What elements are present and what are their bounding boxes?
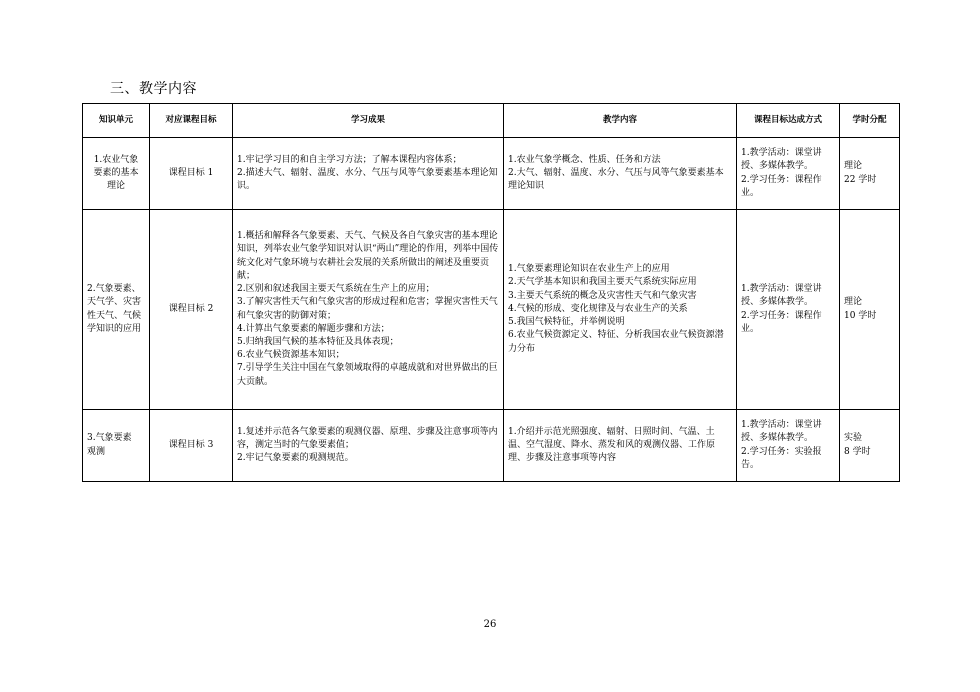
- table-header-row: [83, 104, 900, 138]
- hours-type: 理论: [844, 161, 863, 172]
- header-method: 课程目标达成方式: [737, 104, 840, 138]
- header-hours: 学时分配: [840, 104, 900, 138]
- teaching-cell: [504, 210, 737, 410]
- teaching-item: 2.大气、辐射、温度、水分、气压与风等气象要素基本理论知识: [508, 167, 724, 192]
- outcome-item: 1.复述并示范各气象要素的观测仪器、原理、步骤及注意事项等内容，测定当时的气象要素值；: [237, 426, 498, 450]
- teaching-item: 1.介绍并示范光照强度、辐射、日照时间、气温、土温、空气湿度、降水、蒸发和风的观测仪器、工作原理、步骤及注意事项等内容: [508, 426, 716, 464]
- teaching-item: 4.气候的形成、变化规律及与农业生产的关系: [508, 303, 688, 314]
- teaching-item: 6.农业气候资源定义、特征、分析我国农业气候资源潜力分布: [508, 330, 724, 354]
- unit-cell: [83, 138, 150, 210]
- hours-cell: [840, 210, 900, 410]
- teaching-item: 2.天气学基本知识和我国主要天气系统实际应用: [508, 277, 697, 288]
- teaching-item: 1.气象要素理论知识在农业生产上的应用: [508, 264, 670, 275]
- method-item: 2.学习任务：课程作业。: [741, 174, 822, 198]
- goal-cell: 课程目标 1: [150, 138, 233, 210]
- method-item: 1.教学活动：课堂讲授、多媒体教学。: [741, 148, 822, 172]
- outcome-item: 1.概括和解释各气象要素、天气、气候及各自气象灾害的基本理论知识，列举农业气象学知识对认识“两山”理论的作用，列举中国传统文化对气象环境与农耕社会发展的关系所做出的阐述及重要贡献；: [237, 231, 499, 281]
- page-number: 26: [483, 619, 497, 630]
- teaching-cell: [504, 410, 737, 482]
- hours-amount: 22 学时: [844, 174, 877, 185]
- unit-line: 2.气象要素、天气学、灾害性天气、气候学知识的应用: [87, 284, 142, 334]
- teaching-item: 1.农业气象学概念、性质、任务和方法: [508, 154, 661, 165]
- outcome-item: 6.农业气候资源基本知识；: [237, 350, 345, 361]
- method-item: 1.教学活动：课堂讲授、多媒体教学。: [741, 284, 822, 308]
- table-row: [83, 210, 900, 410]
- table-row: [83, 410, 900, 482]
- unit-line: 观测: [87, 446, 106, 457]
- unit-line: 1.农业气象: [93, 154, 139, 165]
- teaching-item: 3.主要天气系统的概念及灾害性天气和气象灾害: [508, 290, 697, 301]
- unit-line: 3.气象要素: [87, 433, 132, 444]
- unit-cell: [83, 210, 150, 410]
- outcomes-cell: [233, 210, 504, 410]
- outcomes-cell: [233, 138, 504, 210]
- hours-type: 理论: [844, 297, 863, 308]
- header-teaching: 教学内容: [504, 104, 737, 138]
- method-item: 1.教学活动：课堂讲授、多媒体教学。: [741, 420, 822, 444]
- teaching-cell: [504, 138, 737, 210]
- header-goal: 对应课程目标: [150, 104, 233, 138]
- unit-cell: [83, 410, 150, 482]
- outcome-item: 3.了解灾害性天气和气象灾害的形成过程和危害；掌握灾害性天气和气象灾害的防御对策；: [237, 297, 498, 321]
- method-cell: [737, 210, 840, 410]
- method-cell: [737, 410, 840, 482]
- table-row: [83, 138, 900, 210]
- outcome-item: 2.描述大气、辐射、温度、水分、气压与风等气象要素基本理论知识。: [237, 167, 498, 192]
- outcome-item: 2.牢记气象要素的观测规范。: [237, 453, 354, 464]
- hours-cell: [840, 410, 900, 482]
- outcome-item: 1.牢记学习目的和自主学习方法；了解本课程内容体系；: [237, 154, 462, 165]
- outcome-item: 4.计算出气象要素的解题步骤和方法；: [237, 323, 390, 334]
- hours-cell: [840, 138, 900, 210]
- header-unit: 知识单元: [83, 104, 150, 138]
- teaching-item: 5.我国气候特征，并举例说明: [508, 317, 625, 328]
- outcome-item: 7.引导学生关注中国在气象领域取得的卓越成就和对世界做出的巨大贡献。: [237, 363, 498, 387]
- hours-amount: 10 学时: [844, 310, 877, 321]
- header-outcomes: 学习成果: [233, 104, 504, 138]
- method-cell: [737, 138, 840, 210]
- unit-line: 要素的基本: [93, 167, 139, 178]
- section-title: 三、教学内容: [110, 81, 197, 97]
- outcome-item: 2.区别和叙述我国主要天气系统在生产上的应用；: [237, 284, 435, 295]
- goal-cell: 课程目标 3: [150, 410, 233, 482]
- outcome-item: 5.归纳我国气候的基本特征及具体表现；: [237, 336, 399, 347]
- hours-type: 实验: [844, 433, 863, 444]
- goal-cell: 课程目标 2: [150, 210, 233, 410]
- teaching-content-table: [82, 103, 900, 482]
- method-item: 2.学习任务：实验报告。: [741, 446, 822, 470]
- method-item: 2.学习任务：课程作业。: [741, 310, 822, 334]
- hours-amount: 8 学时: [844, 446, 871, 457]
- outcomes-cell: [233, 410, 504, 482]
- unit-line: 理论: [106, 181, 125, 192]
